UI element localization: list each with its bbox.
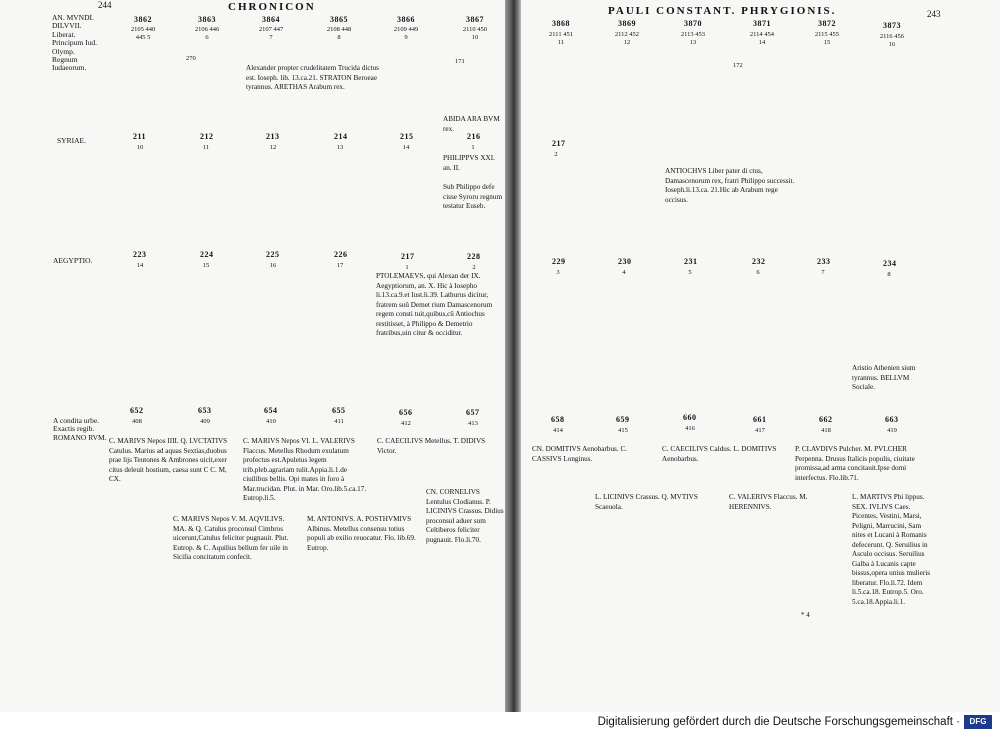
left-page (0, 0, 505, 712)
col-num: 3870 (684, 19, 702, 28)
row-label-aegypt: AEGYPTIO. (53, 256, 93, 265)
col-num: 653 (198, 406, 212, 415)
col-sub: 417 (755, 427, 765, 434)
col-sub: 2 (472, 264, 476, 271)
note-marius-iiii: C. MARIVS Nepos IIII. Q. LVCTATIVS Catulus. Marius ad aquas Sextias,duobus prae lijs Teutones & Ambrones uicit,exer citus deleuit hostium, caesa sunt C C. M, CX. (109, 437, 228, 483)
col-num: 659 (616, 415, 630, 424)
col-num: 3869 (618, 19, 636, 28)
col-sub: 6 (756, 269, 760, 276)
col-sub: 2114 454 14 (749, 31, 775, 47)
col-num: 216 (467, 132, 481, 141)
col-sub: 2110 450 10 (462, 26, 488, 42)
col-num: 211 (133, 132, 147, 141)
book-gutter (505, 0, 521, 712)
note-martius: L. MARTIVS Phi lippus. SEX. IVLIVS Caes. Picentes, Vestini, Marsi, Peligni, Marrucini, Sam nites et Lucani à Romanis defecerunt. Q. Seruilius in Asculo occisus. Seruilius Galba à Lucanis capte bissus,opera unius mulieris liberatur. Flo.li.72. Idem li.5.ca.18. Eutrop.5. Oro. 5.ca.18.Appia.li.1. (852, 493, 931, 606)
col-num: 215 (400, 132, 414, 141)
note-valerius: C. VALERIVS Flaccus. M. HERENNIVS. (729, 493, 808, 511)
col-num: 3868 (552, 19, 570, 28)
note-antonius: M. ANTONIVS. A. POSTHVMIVS Albinus. Metellus consensu totius populi ab exilio reuocatur. Flo. lib.69. Eutrop. (307, 515, 416, 552)
note-philippus: PHILIPPVS XXI. an. II. (443, 154, 495, 172)
col-num: 3867 (466, 15, 484, 24)
left-running-title: CHRONICON (228, 1, 316, 13)
col-sub: 13 (336, 144, 344, 151)
col-num: 3871 (753, 19, 771, 28)
col-sub: 2111 451 11 (549, 31, 573, 47)
col-extra: 172 (733, 62, 743, 69)
col-num: 233 (817, 257, 831, 266)
col-num: 3873 (883, 21, 901, 30)
col-num: 3864 (262, 15, 280, 24)
col-sub: 419 (887, 427, 897, 434)
col-sub: 16 (269, 262, 277, 269)
note-claudius: P. CLAVDIVS Pulcher. M. PVLCHER Perpenna. Drusus Italicis populis, ciuitate promissa,ad arma concitauit.Ipse domi interfectus. Flo.lib.71. (795, 445, 915, 482)
col-extra: 171 (455, 58, 465, 65)
col-sub: 3 (556, 269, 560, 276)
col-num: 657 (466, 408, 480, 417)
col-sub: 413 (468, 420, 478, 427)
col-num: 3863 (198, 15, 216, 24)
col-num: 3862 (134, 15, 152, 24)
col-sub: 17 (336, 262, 344, 269)
col-num: 656 (399, 408, 413, 417)
col-sub: 12 (269, 144, 277, 151)
col-sub: 10 (136, 144, 144, 151)
col-num: 661 (753, 415, 767, 424)
left-page-number: 244 (98, 0, 112, 10)
col-sub: 2108 448 8 (326, 26, 352, 42)
col-num: 228 (467, 252, 481, 261)
note-ptolemaeus: PTOLEMAEVS, qui Alexan der IX. Aegyptiorum, an. X. Hic à Iosepho li.13.ca.9.et Iust.li.39. Lathurus dicitur, fratrem suû Demet rium Damascenorum regem consti tuit,quibus,cû Antiochus restitisset, à Philippo & Demetrio fratribus,uin citur & occiditur. (376, 272, 493, 337)
col-num: 3865 (330, 15, 348, 24)
col-sub: 14 (402, 144, 410, 151)
note-alexander: Alexander propter crudelitatem Trucida dictus est. Ioseph. lib. 13.ca.21. STRATON Beroeae tyrannus. ARETHAS Arabum rex. (246, 64, 379, 91)
col-num: 3866 (397, 15, 415, 24)
note-caecilius: C. CAECILIVS Metellus. T. DIDIVS Victor. (377, 437, 486, 455)
col-sub: 415 (618, 427, 628, 434)
digitization-footer (0, 712, 1000, 732)
note-abida: ABIDA ARA BVM rex. (443, 115, 500, 133)
col-extra: 270 (186, 55, 196, 62)
note-cornelius: CN. CORNELIVS Lentulus Clodianus. P. LICINIVS Crassus. Didius proconsul aduer sum Celtiberos feliciter pugnauit. Flo.li.70. (426, 488, 504, 544)
right-page-number: 243 (927, 9, 941, 19)
col-num: 652 (130, 406, 144, 415)
col-sub: 8 (887, 271, 891, 278)
note-domitius: CN. DOMITIVS Aenobarbus. C. CASSIVS Longinus. (532, 445, 628, 463)
col-sub: 14 (136, 262, 144, 269)
note-aristio: Aristio Athenien sium tyrannus. BELLVM Sociale. (852, 364, 916, 391)
col-num: 230 (618, 257, 632, 266)
col-sub: 411 (334, 418, 344, 425)
col-num: 232 (752, 257, 766, 266)
col-num: 229 (552, 257, 566, 266)
col-sub: 2107 447 7 (258, 26, 284, 42)
col-sub: 1 (471, 144, 475, 151)
col-num: 214 (334, 132, 348, 141)
page-signature-mark: * 4 (801, 611, 810, 619)
col-sub: 2109 449 9 (393, 26, 419, 42)
col-num: 660 (683, 413, 697, 422)
col-num: 658 (551, 415, 565, 424)
dfg-logo: DFG (964, 715, 992, 729)
col-sub: 2106 446 6 (194, 26, 220, 42)
col-sub: 412 (401, 420, 411, 427)
col-sub: 2112 452 12 (614, 31, 640, 47)
col-num: 662 (819, 415, 833, 424)
note-antiochus: ANTIOCHVS Liber pater di ctus, Damascenorum rex, fratri Philippo successit. Ioseph.li.13.ca. 21.Hic ab Arabum rege occisus. (665, 167, 795, 204)
col-sub: 410 (266, 418, 276, 425)
col-num: 654 (264, 406, 278, 415)
col-num: 212 (200, 132, 214, 141)
col-sub: 4 (622, 269, 626, 276)
note-caecilius-caldus: C. CAECILIVS Caldus. L. DOMITIVS Aenobarbus. (662, 445, 777, 463)
col-sub: 416 (685, 425, 695, 432)
footer-credit-text: Digitalisierung gefördert durch die Deutsche Forschungsgemeinschaft · (597, 716, 960, 728)
right-page (521, 0, 1000, 712)
col-num: 217 (401, 252, 415, 261)
col-num: 217 (552, 139, 566, 148)
col-sub: 414 (553, 427, 563, 434)
col-num: 663 (885, 415, 899, 424)
row-label-syria: SYRIAE. (57, 136, 86, 145)
col-num: 231 (684, 257, 698, 266)
col-sub: 15 (202, 262, 210, 269)
col-sub: 409 (200, 418, 210, 425)
note-licinius: L. LICINIVS Crassus. Q. MVTIVS Scaeuola. (595, 493, 698, 511)
col-num: 655 (332, 406, 346, 415)
row-label-roma: A condita urbe. Exactis regib. ROMANO RVM. (53, 416, 107, 442)
col-sub: 2113 453 13 (680, 31, 706, 47)
note-marius-v: C. MARIVS Nepos V. M. AQVILIVS. MA. & Q. Catulus proconsul Cimbros uicerunt,Catulus feliciter pugnauit. Plut. Eutrop. & C. Aquilius bellum fer uile in Sicilia concitatum confecit. (173, 515, 289, 561)
col-num: 223 (133, 250, 147, 259)
col-sub: 2116 456 16 (879, 33, 905, 49)
col-sub: 5 (688, 269, 692, 276)
col-sub: 2115 455 15 (814, 31, 840, 47)
col-num: 224 (200, 250, 214, 259)
note-marius-vi: C. MARIVS Nepos VI. L. VALERIVS Flaccus. Metellus Rhodum exulatum profectus est.Apuleius legem trib.pleb.agrariam tulit.Appia.li.1.de ciuilibus bellis. Opi mates in foro à Mar.trucidan. Plut. in Mar. Oro.lib.5.ca.17. Eutrop.li.5. (243, 437, 367, 502)
col-sub: 408 (132, 418, 142, 425)
col-sub: 11 (202, 144, 210, 151)
col-sub: 2 (554, 151, 558, 158)
right-running-title: PAULI CONSTANT. PHRYGIONIS. (608, 5, 837, 17)
col-sub: 418 (821, 427, 831, 434)
col-num: 225 (266, 250, 280, 259)
col-sub: 2105 440 445 5 (130, 26, 156, 42)
col-num: 213 (266, 132, 280, 141)
col-num: 226 (334, 250, 348, 259)
col-num: 3872 (818, 19, 836, 28)
row-label-mundi: AN. MVNDI. DILVVII. Liberat. Principum Iud. Olymp. Regnum Iudaeorum. (52, 13, 97, 73)
note-sub-philippo: Sub Philippo defe cisse Syroru regnum testatur Euseb. (443, 183, 503, 210)
col-num: 234 (883, 259, 897, 268)
col-sub: 1 (405, 264, 409, 271)
col-sub: 7 (821, 269, 825, 276)
